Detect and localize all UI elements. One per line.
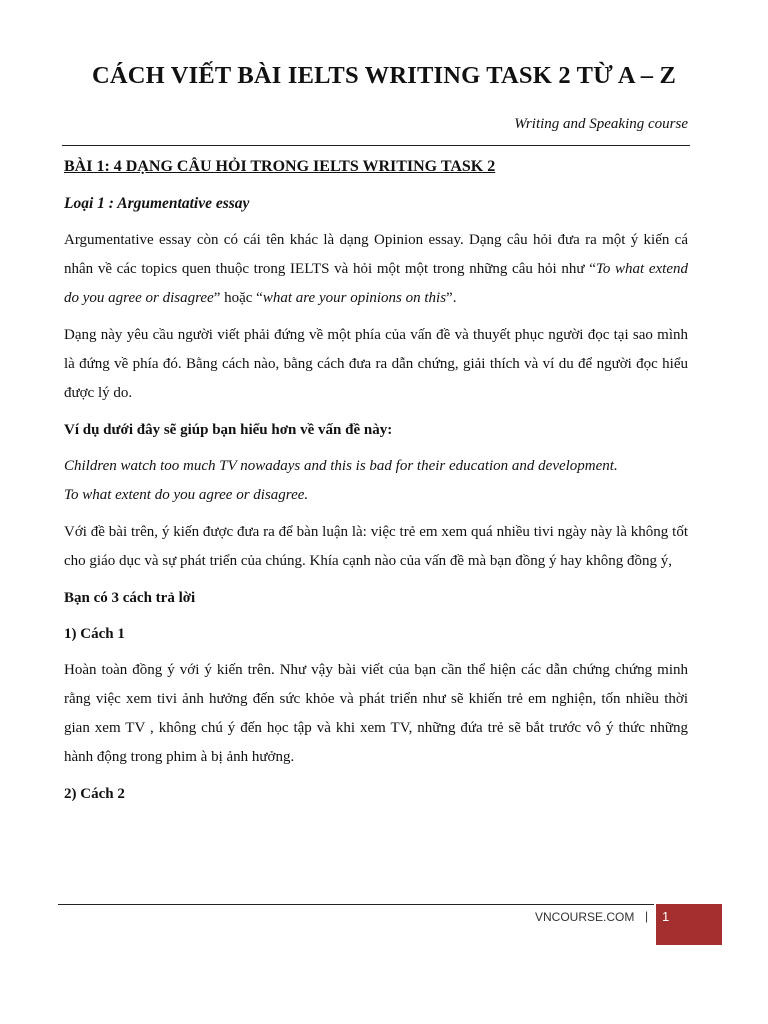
intro-text-1: Argumentative essay còn có cái tên khác là dạng Opinion essay. Dạng câu hỏi đưa ra một ý kiến cá nhân về các topics quen thuộc trong IELTS và hỏi một một trong những câu hỏi như “: [64, 232, 688, 277]
example-intro: Ví dụ dưới đây sẽ giúp bạn hiểu hơn về vấn đề này:: [64, 422, 393, 438]
analysis-paragraph: Với đề bài trên, ý kiến được đưa ra để bàn luận là: việc trẻ em xem quá nhiều tivi ngày này là không tốt cho giáo dục và sự phát triển của chúng. Khía cạnh nào của vấn đề mà bạn đồng ý hay không đồng ý,: [64, 524, 688, 569]
intro-text-3: ”.: [446, 290, 457, 306]
lesson-heading: BÀI 1: 4 DẠNG CÂU HỎI TRONG IELTS WRITING TASK 2: [64, 158, 496, 175]
page-number: 1: [662, 909, 670, 924]
type-heading: Loại 1 : Argumentative essay: [64, 195, 250, 212]
intro-paragraph: [64, 226, 688, 313]
course-subtitle: Writing and Speaking course: [514, 116, 688, 132]
header-divider: [62, 145, 690, 146]
way-1-heading: 1) Cách 1: [64, 626, 125, 642]
document-title: CÁCH VIẾT BÀI IELTS WRITING TASK 2 TỪ A – Z: [91, 62, 677, 89]
intro-question-1: To what extend do you agree or disagree: [64, 261, 688, 306]
footer-divider: [58, 904, 654, 905]
example-line-1: Children watch too much TV nowadays and this is bad for their education and development.: [64, 458, 618, 474]
intro-text-2: ” hoặc “: [213, 290, 263, 306]
way-1-paragraph: Hoàn toàn đồng ý với ý kiến trên. Như vậy bài viết của bạn cần thể hiện các dẫn chứng chứng minh rằng việc xem tivi ảnh hưởng đến sức khỏe và phát triển như sẽ khiến trẻ em nghiện, tốn nhiều thời gian xem TV , không chú ý đến học tập và khi xem TV, những đứa trẻ sẽ bắt trước vô ý thức những hành động trong phim à bị ảnh hưởng.: [64, 662, 688, 765]
intro-question-2: what are your opinions on this: [262, 290, 447, 306]
footer-separator: |: [645, 909, 649, 923]
position-paragraph: Dạng này yêu cầu người viết phải đứng về một phía của vấn đề và thuyết phục người đọc tại sao mình là đứng về phía đó. Bằng cách nào, bằng cách đưa ra dẫn chứng, giải thích và ví du để người đọc hiểu được lý do.: [64, 327, 688, 401]
document-body: [64, 152, 688, 816]
example-prompt: [64, 452, 688, 510]
example-line-2: To what extent do you agree or disagree.: [64, 487, 309, 503]
way-2-heading: 2) Cách 2: [64, 786, 125, 802]
answers-intro: Bạn có 3 cách trả lời: [64, 590, 196, 606]
footer-site-name: VNCOURSE.COM: [535, 910, 635, 924]
